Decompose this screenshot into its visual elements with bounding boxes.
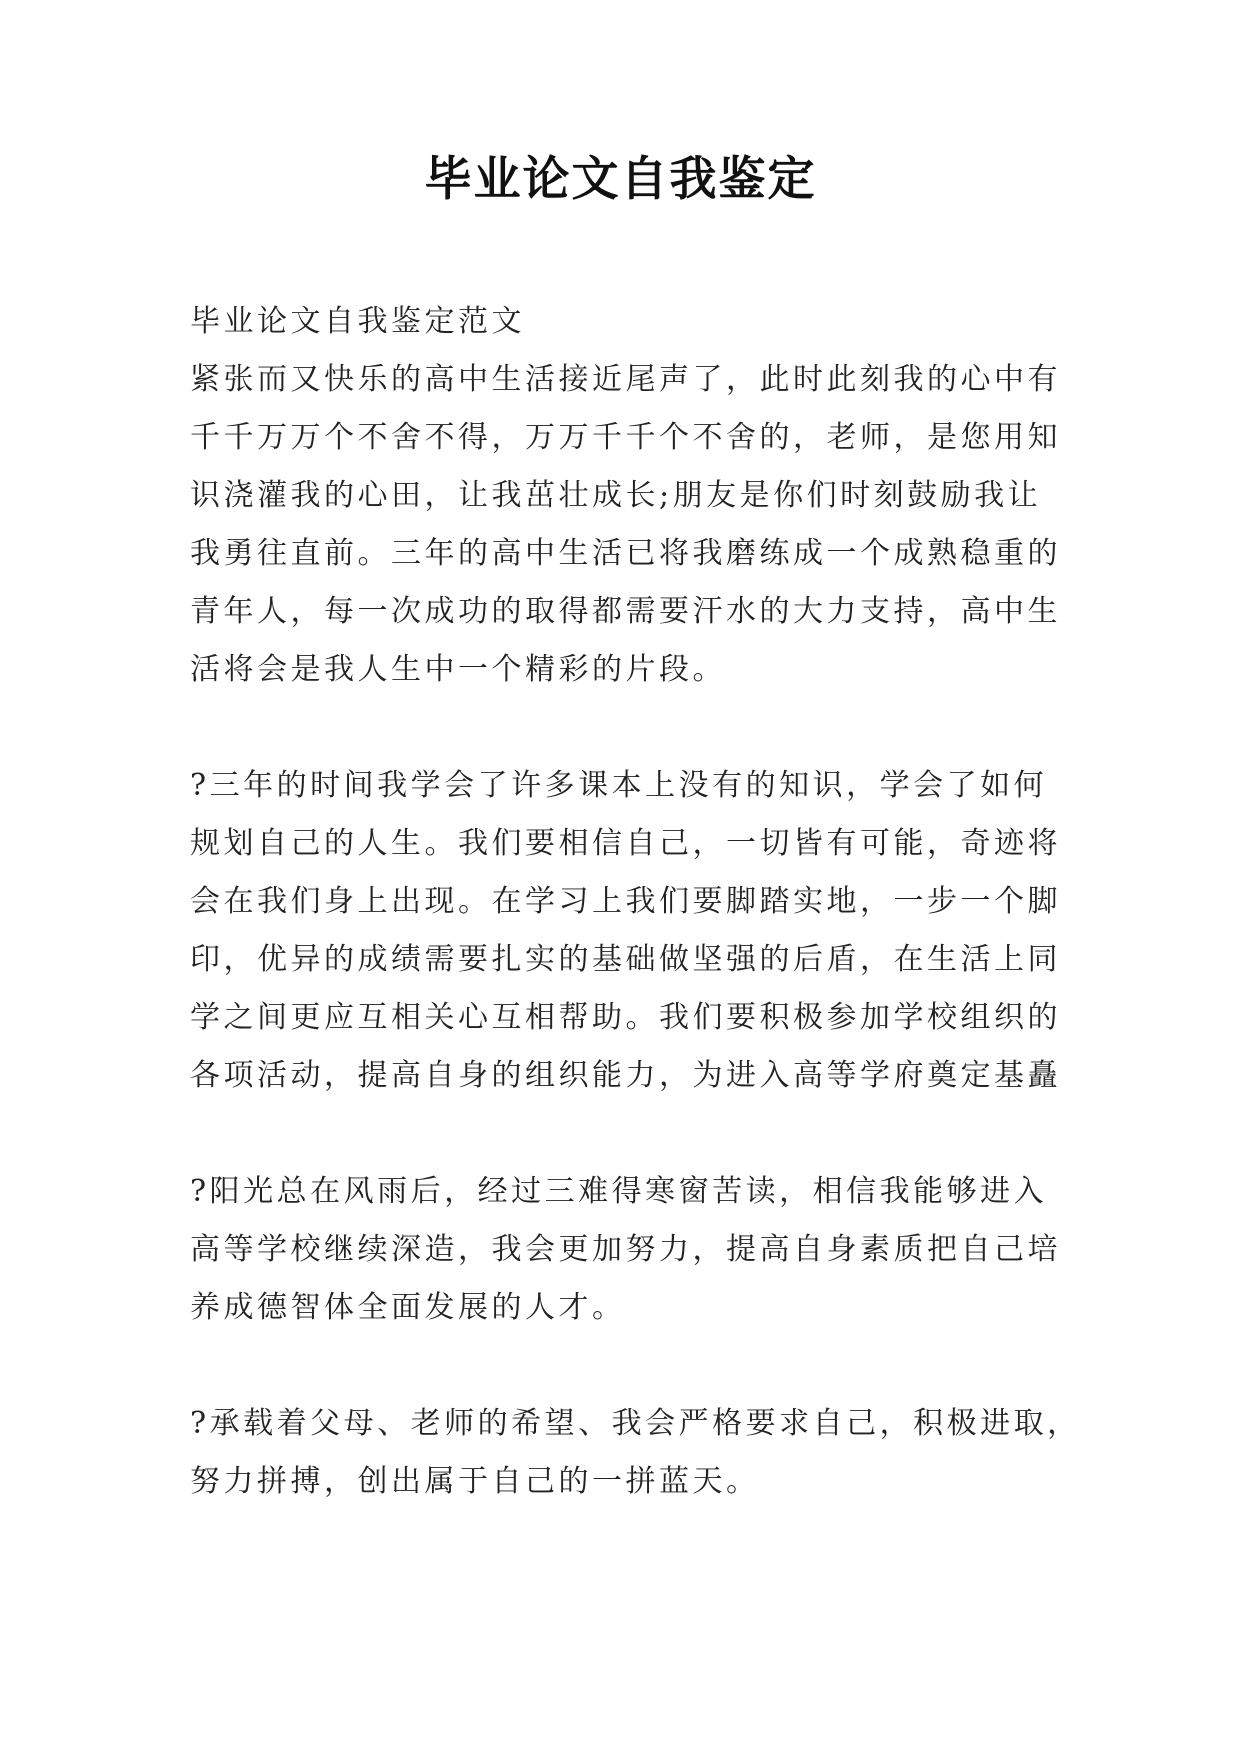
paragraph-3-line-2: 高等学校继续深造，我会更加努力，提高自身素质把自己培 xyxy=(190,1232,1061,1267)
paragraph-gap xyxy=(190,1337,1070,1395)
paragraph-3-line-3: 养成德智体全面发展的人才。 xyxy=(190,1290,626,1325)
paragraph-3-line-1: ?阳光总在风雨后，经过三难得寒窗苦读，相信我能够进入 xyxy=(190,1174,1048,1209)
paragraph-1-line-5: 青年人，每一次成功的取得都需要汗水的大力支持，高中生 xyxy=(190,594,1061,629)
paragraph-4-line-2: 努力拼搏，创出属于自己的一拼蓝天。 xyxy=(190,1464,760,1499)
document-title: 毕业论文自我鉴定 xyxy=(424,152,817,207)
paragraph-2-line-3: 会在我们身上出现。在学习上我们要脚踏实地，一步一个脚 xyxy=(190,884,1061,919)
document-subtitle: 毕业论文自我鉴定范文 xyxy=(190,304,525,339)
paragraph-1-line-1: 紧张而又快乐的高中生活接近尾声了，此时此刻我的心中有 xyxy=(190,362,1061,397)
paragraph-2-line-5: 学之间更应互相关心互相帮助。我们要积极参加学校组织的 xyxy=(190,1000,1061,1035)
document-body xyxy=(190,293,1081,1511)
paragraph-2-line-2: 规划自己的人生。我们要相信自己，一切皆有可能，奇迹将 xyxy=(190,826,1061,861)
paragraph-1-line-6: 活将会是我人生中一个精彩的片段。 xyxy=(190,652,726,687)
paragraph-1-line-4: 我勇往直前。三年的高中生活已将我磨练成一个成熟稳重的 xyxy=(190,536,1061,571)
paragraph-2-line-4: 印，优异的成绩需要扎实的基础做坚强的后盾，在生活上同 xyxy=(190,942,1061,977)
paragraph-1-line-2: 千千万万个不舍不得，万万千千个不舍的，老师，是您用知 xyxy=(190,420,1061,455)
paragraph-4-line-1: ?承载着父母、老师的希望、我会严格要求自己，积极进取， xyxy=(190,1406,1081,1441)
paragraph-gap xyxy=(190,1105,1070,1163)
paragraph-gap xyxy=(190,699,1070,757)
paragraph-2-line-1: ?三年的时间我学会了许多课本上没有的知识，学会了如何 xyxy=(190,768,1048,803)
paragraph-2-line-6: 各项活动，提高自身的组织能力，为进入高等学府奠定基矗 xyxy=(190,1058,1061,1093)
paragraph-1-line-3: 识浇灌我的心田，让我茁壮成长;朋友是你们时刻鼓励我让 xyxy=(190,478,1042,513)
